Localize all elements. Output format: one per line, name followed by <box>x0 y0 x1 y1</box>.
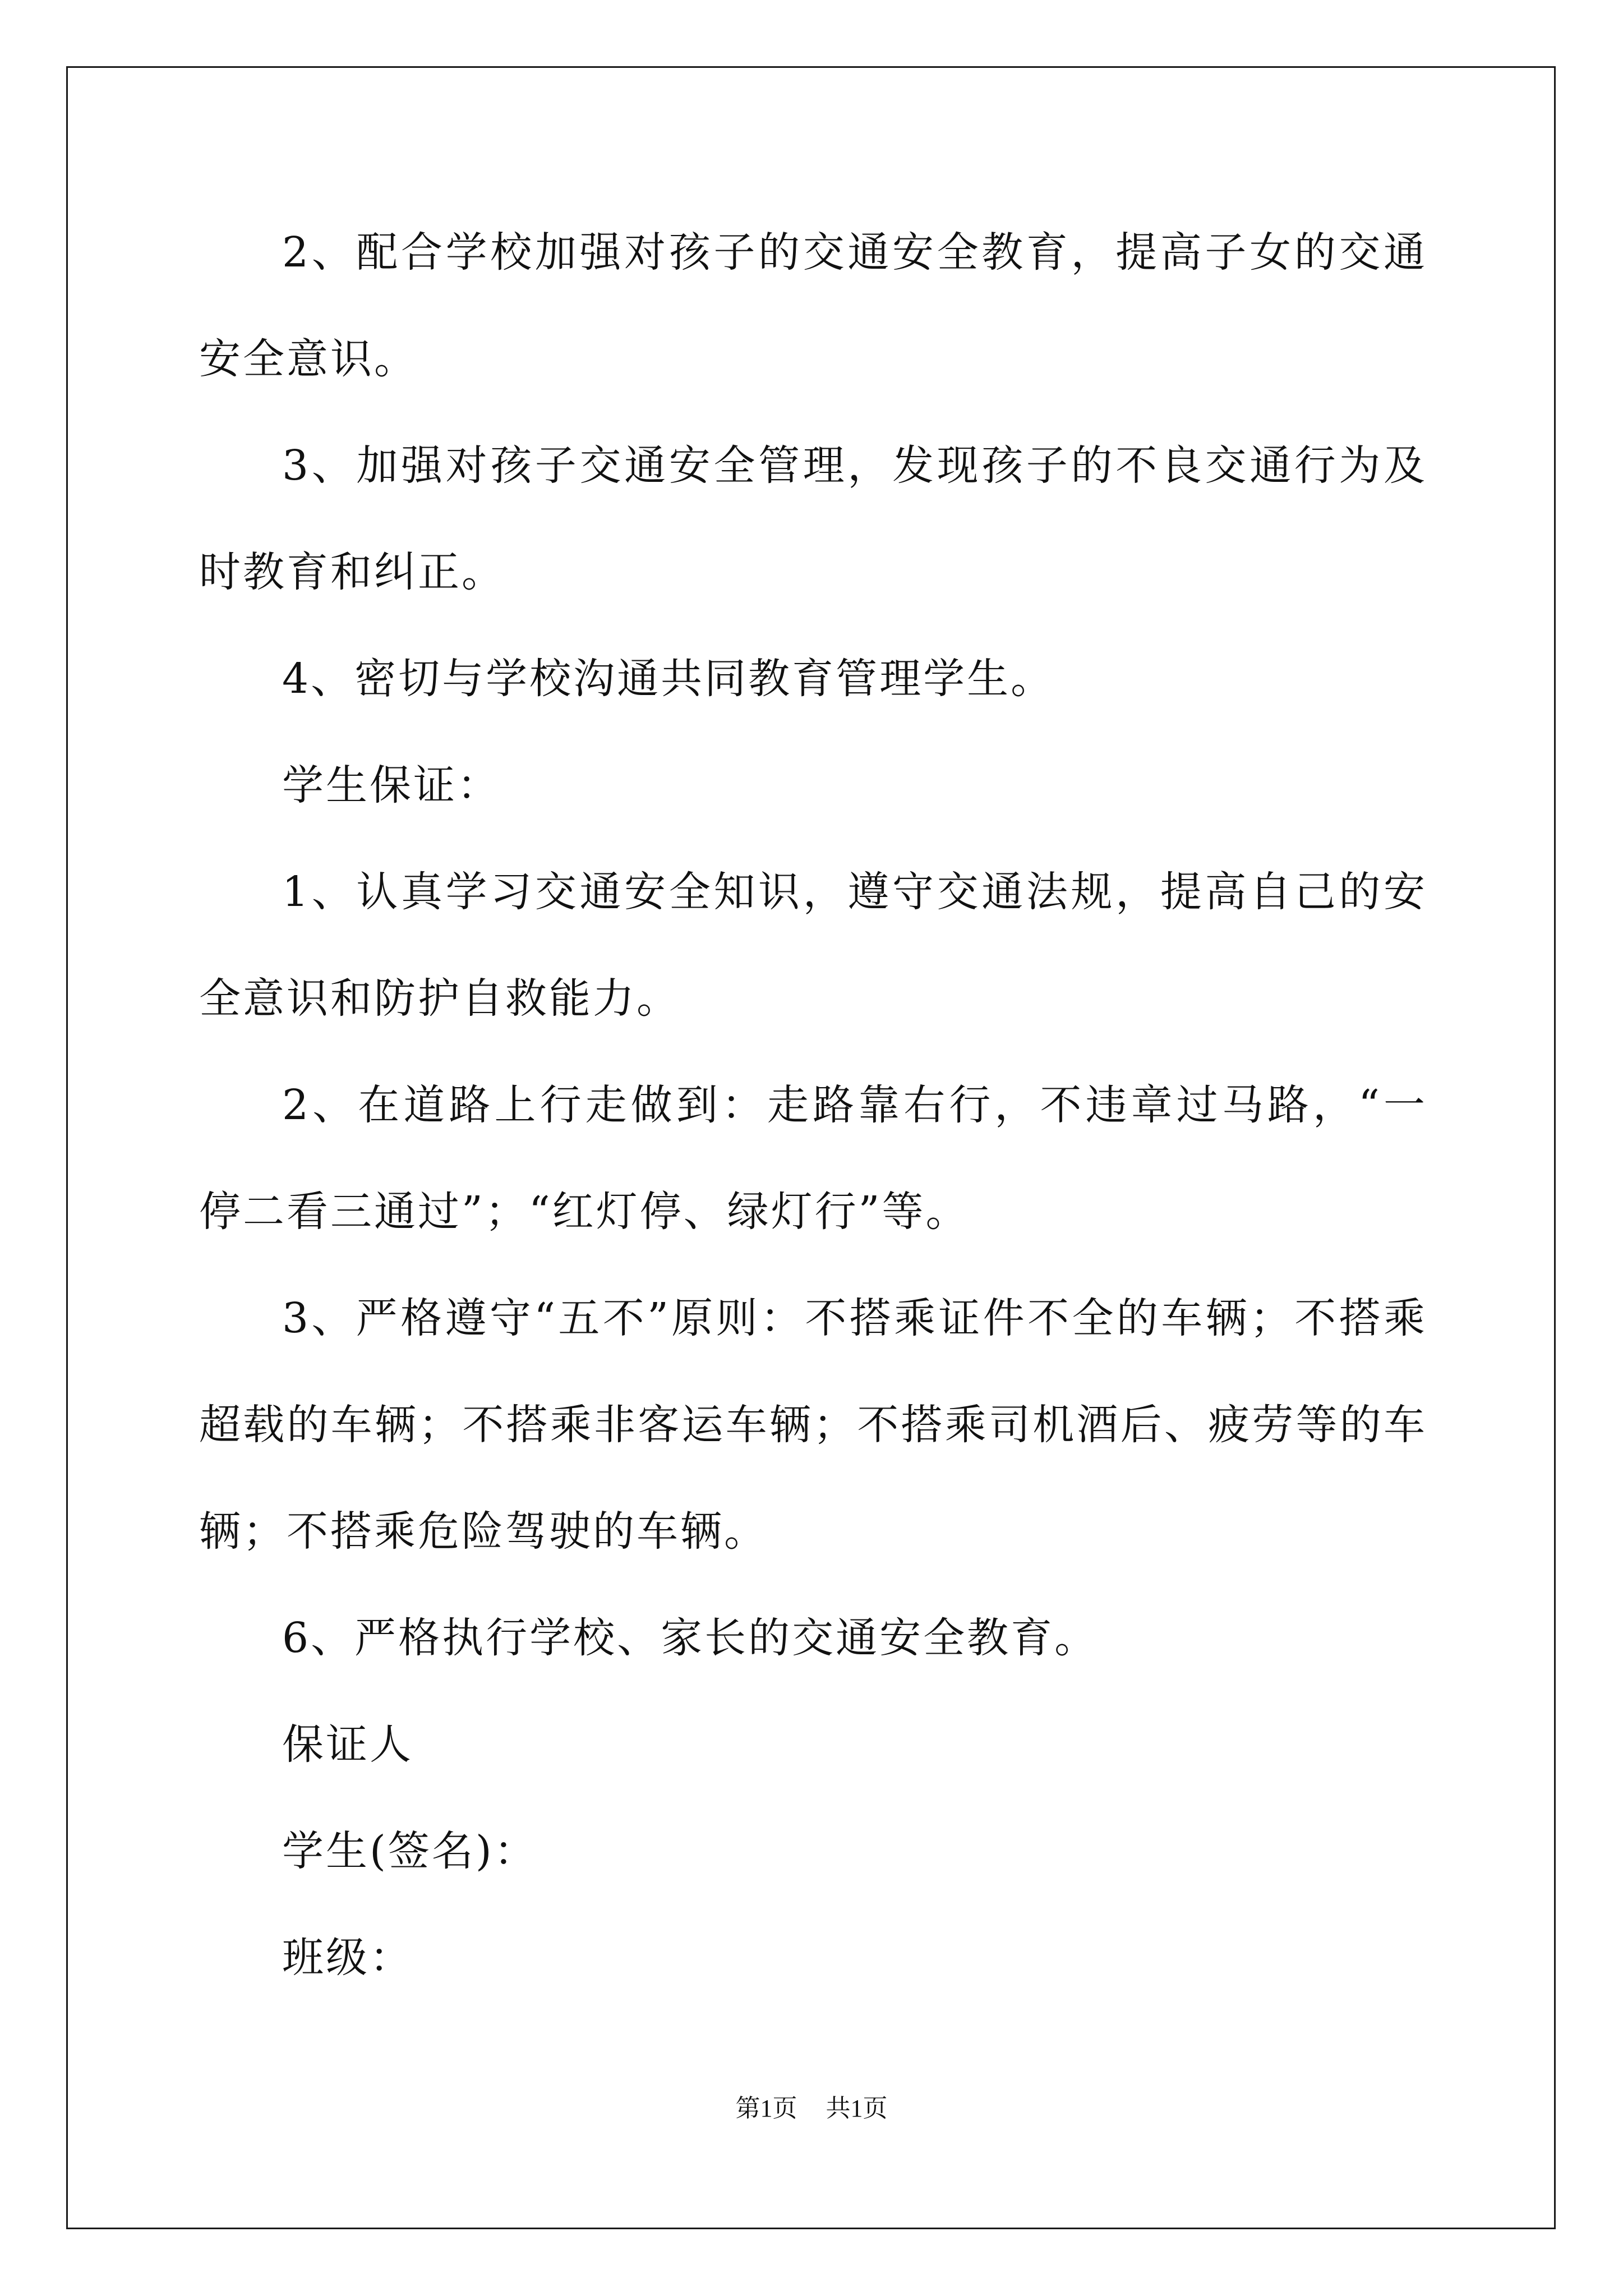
student-pledge-2: 2、在道路上行走做到：走路靠右行，不违章过马路，“一停二看三通过”；“红灯停、绿灯行”等。 <box>199 1081 1427 1236</box>
student-pledge-3: 3、严格遵守“五不”原则：不搭乘证件不全的车辆；不搭乘超载的车辆；不搭乘非客运车辆；不搭乘司机酒后、疲劳等的车辆；不搭乘危险驾驶的车辆。 <box>199 1294 1427 1556</box>
student-pledge-6: 6、严格执行学校、家长的交通安全教育。 <box>282 1614 1099 1662</box>
page-number-total: 共1页 <box>826 2095 888 2122</box>
student-signature-label: 学生(签名)： <box>282 1827 538 1875</box>
page-number-current: 第1页 <box>735 2095 797 2122</box>
class-label: 班级： <box>282 1934 413 1982</box>
page-footer <box>0 2088 1623 2124</box>
document-body <box>199 199 1427 2011</box>
parent-duty-4: 4、密切与学校沟通共同教育管理学生。 <box>282 655 1055 703</box>
guarantor-label: 保证人 <box>282 1720 413 1769</box>
student-pledge-heading: 学生保证： <box>282 761 501 809</box>
parent-duty-3: 3、加强对孩子交通安全管理，发现孩子的不良交通行为及时教育和纠正。 <box>199 441 1427 596</box>
parent-duty-2: 2、配合学校加强对孩子的交通安全教育，提高子女的交通安全意识。 <box>199 228 1427 383</box>
student-pledge-1: 1、认真学习交通安全知识，遵守交通法规，提高自己的安全意识和防护自救能力。 <box>199 868 1427 1023</box>
